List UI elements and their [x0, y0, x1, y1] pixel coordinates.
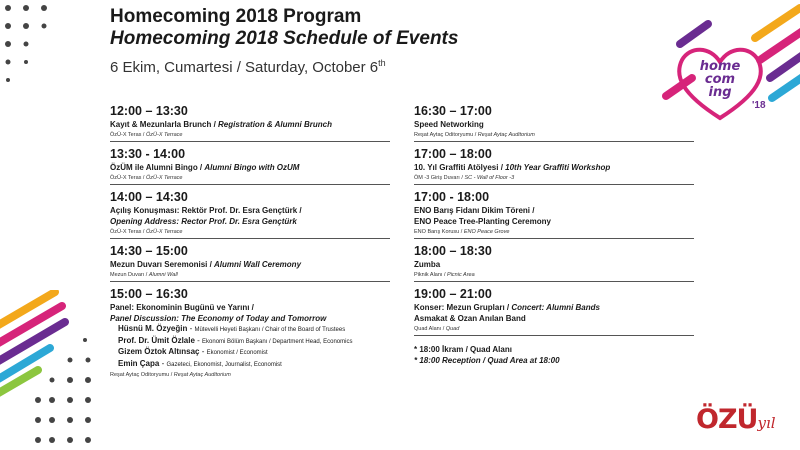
page-title: Homecoming 2018 Program	[110, 6, 362, 27]
event-time: 16:30 – 17:00	[414, 104, 492, 118]
schedule-right-column	[414, 104, 694, 366]
header	[110, 6, 458, 81]
event-location: ÖzÜ-X Teras / ÖzÜ-X Terrace	[110, 175, 183, 181]
badge-line1: home	[699, 59, 741, 74]
speaker: Prof. Dr. Ümit Özlale - Ekonomi Bölüm Başkanı / Department Head, Economics	[118, 335, 353, 345]
event-time: 17:00 – 18:00	[414, 147, 492, 161]
event-item	[110, 147, 390, 185]
event-time: 19:00 – 21:00	[414, 287, 492, 301]
event-item	[110, 287, 390, 381]
ozu-logo	[696, 404, 776, 435]
event-title-en: ENO Peace Tree-Planting Ceremony	[414, 217, 551, 226]
color-stripes-bottom-left	[0, 290, 75, 400]
event-location: ÖzÜ-X Teras / ÖzÜ-X Terrace	[110, 132, 183, 138]
event-item	[414, 104, 694, 142]
event-location: Piknik Alanı / Picnic Area	[414, 272, 475, 278]
event-title: ENO Barış Fidanı Dikim Töreni /	[414, 206, 535, 215]
event-title: ÖzÜM ile Alumni Bingo / Alumni Bingo with OzUM	[110, 163, 300, 172]
event-item	[414, 147, 694, 185]
event-location: Quad Alanı / Quad	[414, 326, 460, 332]
speaker: Gizem Öztok Altınsaç - Ekonomist / Economist	[118, 347, 268, 356]
event-title: Mezun Duvarı Seremonisi / Alumni Wall Ceremony	[110, 260, 302, 269]
note-tr: * 18:00 İkram / Quad Alanı	[414, 345, 512, 354]
event-location: Reşat Aytaç Oditoryumu / Reşat Aytaç Auditorium	[110, 372, 231, 378]
badge-line3: ing	[708, 85, 732, 100]
event-time: 14:30 – 15:00	[110, 244, 188, 258]
event-location: ÖzÜ-X Teras / ÖzÜ-X Terrace	[110, 229, 183, 235]
event-item	[414, 244, 694, 282]
speaker: Hüsnü M. Özyeğin - Mütevelli Heyeti Başkanı / Chair of the Board of Trustees	[118, 324, 346, 333]
event-location: ÖM -3 Giriş Duvarı / SC - Wall of Floor -3	[414, 175, 515, 181]
event-time: 13:30 - 14:00	[110, 147, 186, 161]
schedule-left-column	[110, 104, 390, 386]
event-item	[414, 190, 694, 239]
event-location: Mezun Duvarı / Alumni Wall	[110, 272, 178, 278]
event-title: Speed Networking	[414, 120, 484, 129]
speaker: Emin Çapa - Gazeteci, Ekonomist, Journalist, Economist	[118, 358, 282, 368]
badge-year: '18	[752, 100, 766, 111]
ozu-logo-sub: yıl	[757, 414, 776, 432]
event-title-en: Panel Discussion: The Economy of Today and Tomorrow	[110, 314, 327, 323]
event-title: Kayıt & Mezunlarla Brunch / Registration & Alumni Brunch	[110, 120, 332, 129]
note-en: * 18:00 Reception / Quad Area at 18:00	[414, 356, 560, 365]
event-item	[110, 244, 390, 282]
event-item	[414, 287, 694, 336]
badge-line2: com	[704, 72, 736, 87]
event-item	[110, 104, 390, 142]
event-location: Reşat Aytaç Oditoryumu / Reşat Aytaç Auditorium	[414, 132, 535, 138]
event-title: 10. Yıl Graffiti Atölyesi / 10th Year Graffiti Workshop	[414, 163, 611, 172]
event-item	[110, 190, 390, 239]
notes	[414, 344, 694, 366]
event-time: 15:00 – 16:30	[110, 287, 188, 301]
dot-pattern-top-left	[0, 0, 60, 95]
ozu-logo-main: ÖZÜ	[696, 404, 758, 435]
event-title-en: Opening Address: Rector Prof. Dr. Esra Gençtürk	[110, 217, 297, 226]
event-location: ENO Barış Korusu / ENO Peace Grove	[414, 229, 510, 235]
event-title: Konser: Mezun Grupları / Concert: Alumni Bands	[414, 303, 600, 312]
event-time: 17:00 - 18:00	[414, 190, 490, 204]
event-date: 6 Ekim, Cumartesi / Saturday, October 6th	[110, 58, 386, 76]
event-time: 14:00 – 14:30	[110, 190, 188, 204]
event-title: Panel: Ekonominin Bugünü ve Yarını /	[110, 303, 254, 312]
event-time: 18:00 – 18:30	[414, 244, 492, 258]
event-title: Zumba	[414, 260, 441, 269]
event-performers: Asmakat & Ozan Anılan Band	[414, 314, 526, 323]
page-subtitle: Homecoming 2018 Schedule of Events	[110, 28, 459, 49]
event-title: Açılış Konuşması: Rektör Prof. Dr. Esra Gençtürk /	[110, 206, 302, 215]
event-time: 12:00 – 13:30	[110, 104, 188, 118]
